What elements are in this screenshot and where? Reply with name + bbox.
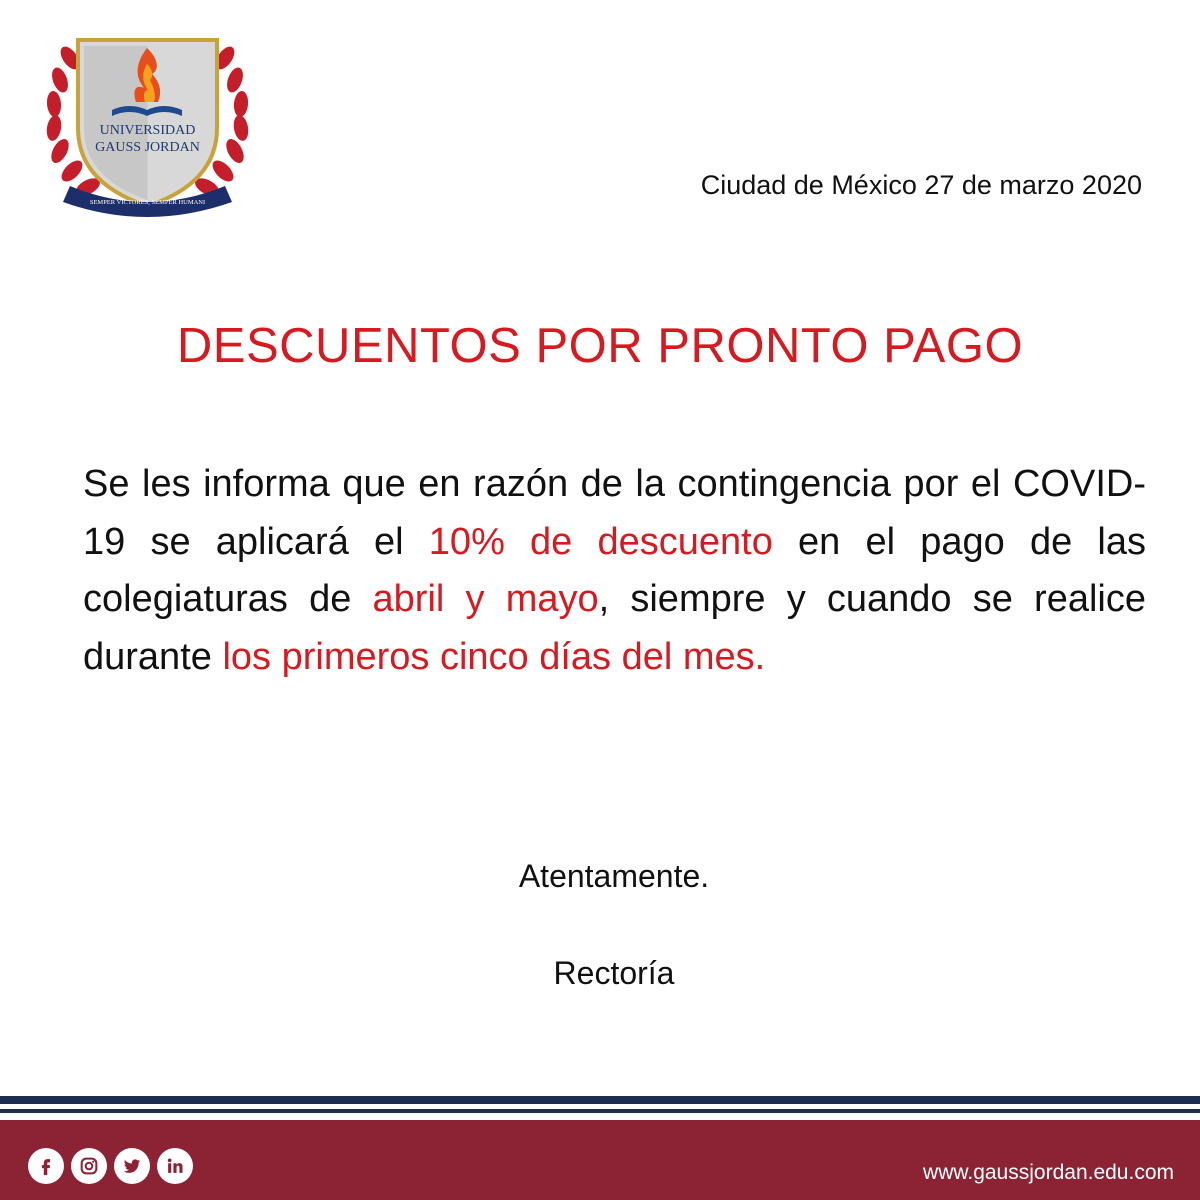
linkedin-icon[interactable] bbox=[157, 1148, 193, 1184]
divider-stripe-thin bbox=[0, 1109, 1200, 1113]
period-highlight: los primeros cinco días del mes. bbox=[222, 635, 766, 678]
announcement-body bbox=[83, 456, 1146, 686]
facebook-icon[interactable] bbox=[28, 1148, 64, 1184]
signature-text: Rectoría bbox=[553, 955, 675, 991]
body-text-3: , siempre y cuando se realice durante bbox=[83, 578, 1146, 678]
document-date: Ciudad de México 27 de marzo 2020 bbox=[700, 170, 1142, 200]
website-link[interactable]: www.gaussjordan.edu.com bbox=[923, 1161, 1174, 1184]
page-title: DESCUENTOS POR PRONTO PAGO bbox=[176, 319, 1024, 373]
body-text-1: Se les informa que en razón de la contingencia por el COVID-19 se aplicará el bbox=[83, 463, 1146, 563]
months-highlight: abril y mayo bbox=[372, 578, 599, 620]
social-links bbox=[28, 1148, 193, 1184]
footer-bar bbox=[0, 1120, 1200, 1200]
svg-text:UNIVERSIDAD: UNIVERSIDAD bbox=[99, 123, 196, 138]
instagram-icon[interactable] bbox=[71, 1148, 107, 1184]
university-logo bbox=[40, 18, 255, 218]
svg-text:SEMPER VICTORES, SEMPER HUMANI: SEMPER VICTORES, SEMPER HUMANI bbox=[89, 199, 206, 206]
svg-text:GAUSS JORDAN: GAUSS JORDAN bbox=[95, 140, 200, 155]
divider-stripe bbox=[0, 1096, 1200, 1104]
closing-text: Atentamente. bbox=[518, 858, 710, 894]
discount-highlight: 10% de descuento bbox=[428, 520, 773, 563]
body-text-2: en el pago de las colegiaturas de bbox=[83, 520, 1146, 620]
twitter-icon[interactable] bbox=[114, 1148, 150, 1184]
